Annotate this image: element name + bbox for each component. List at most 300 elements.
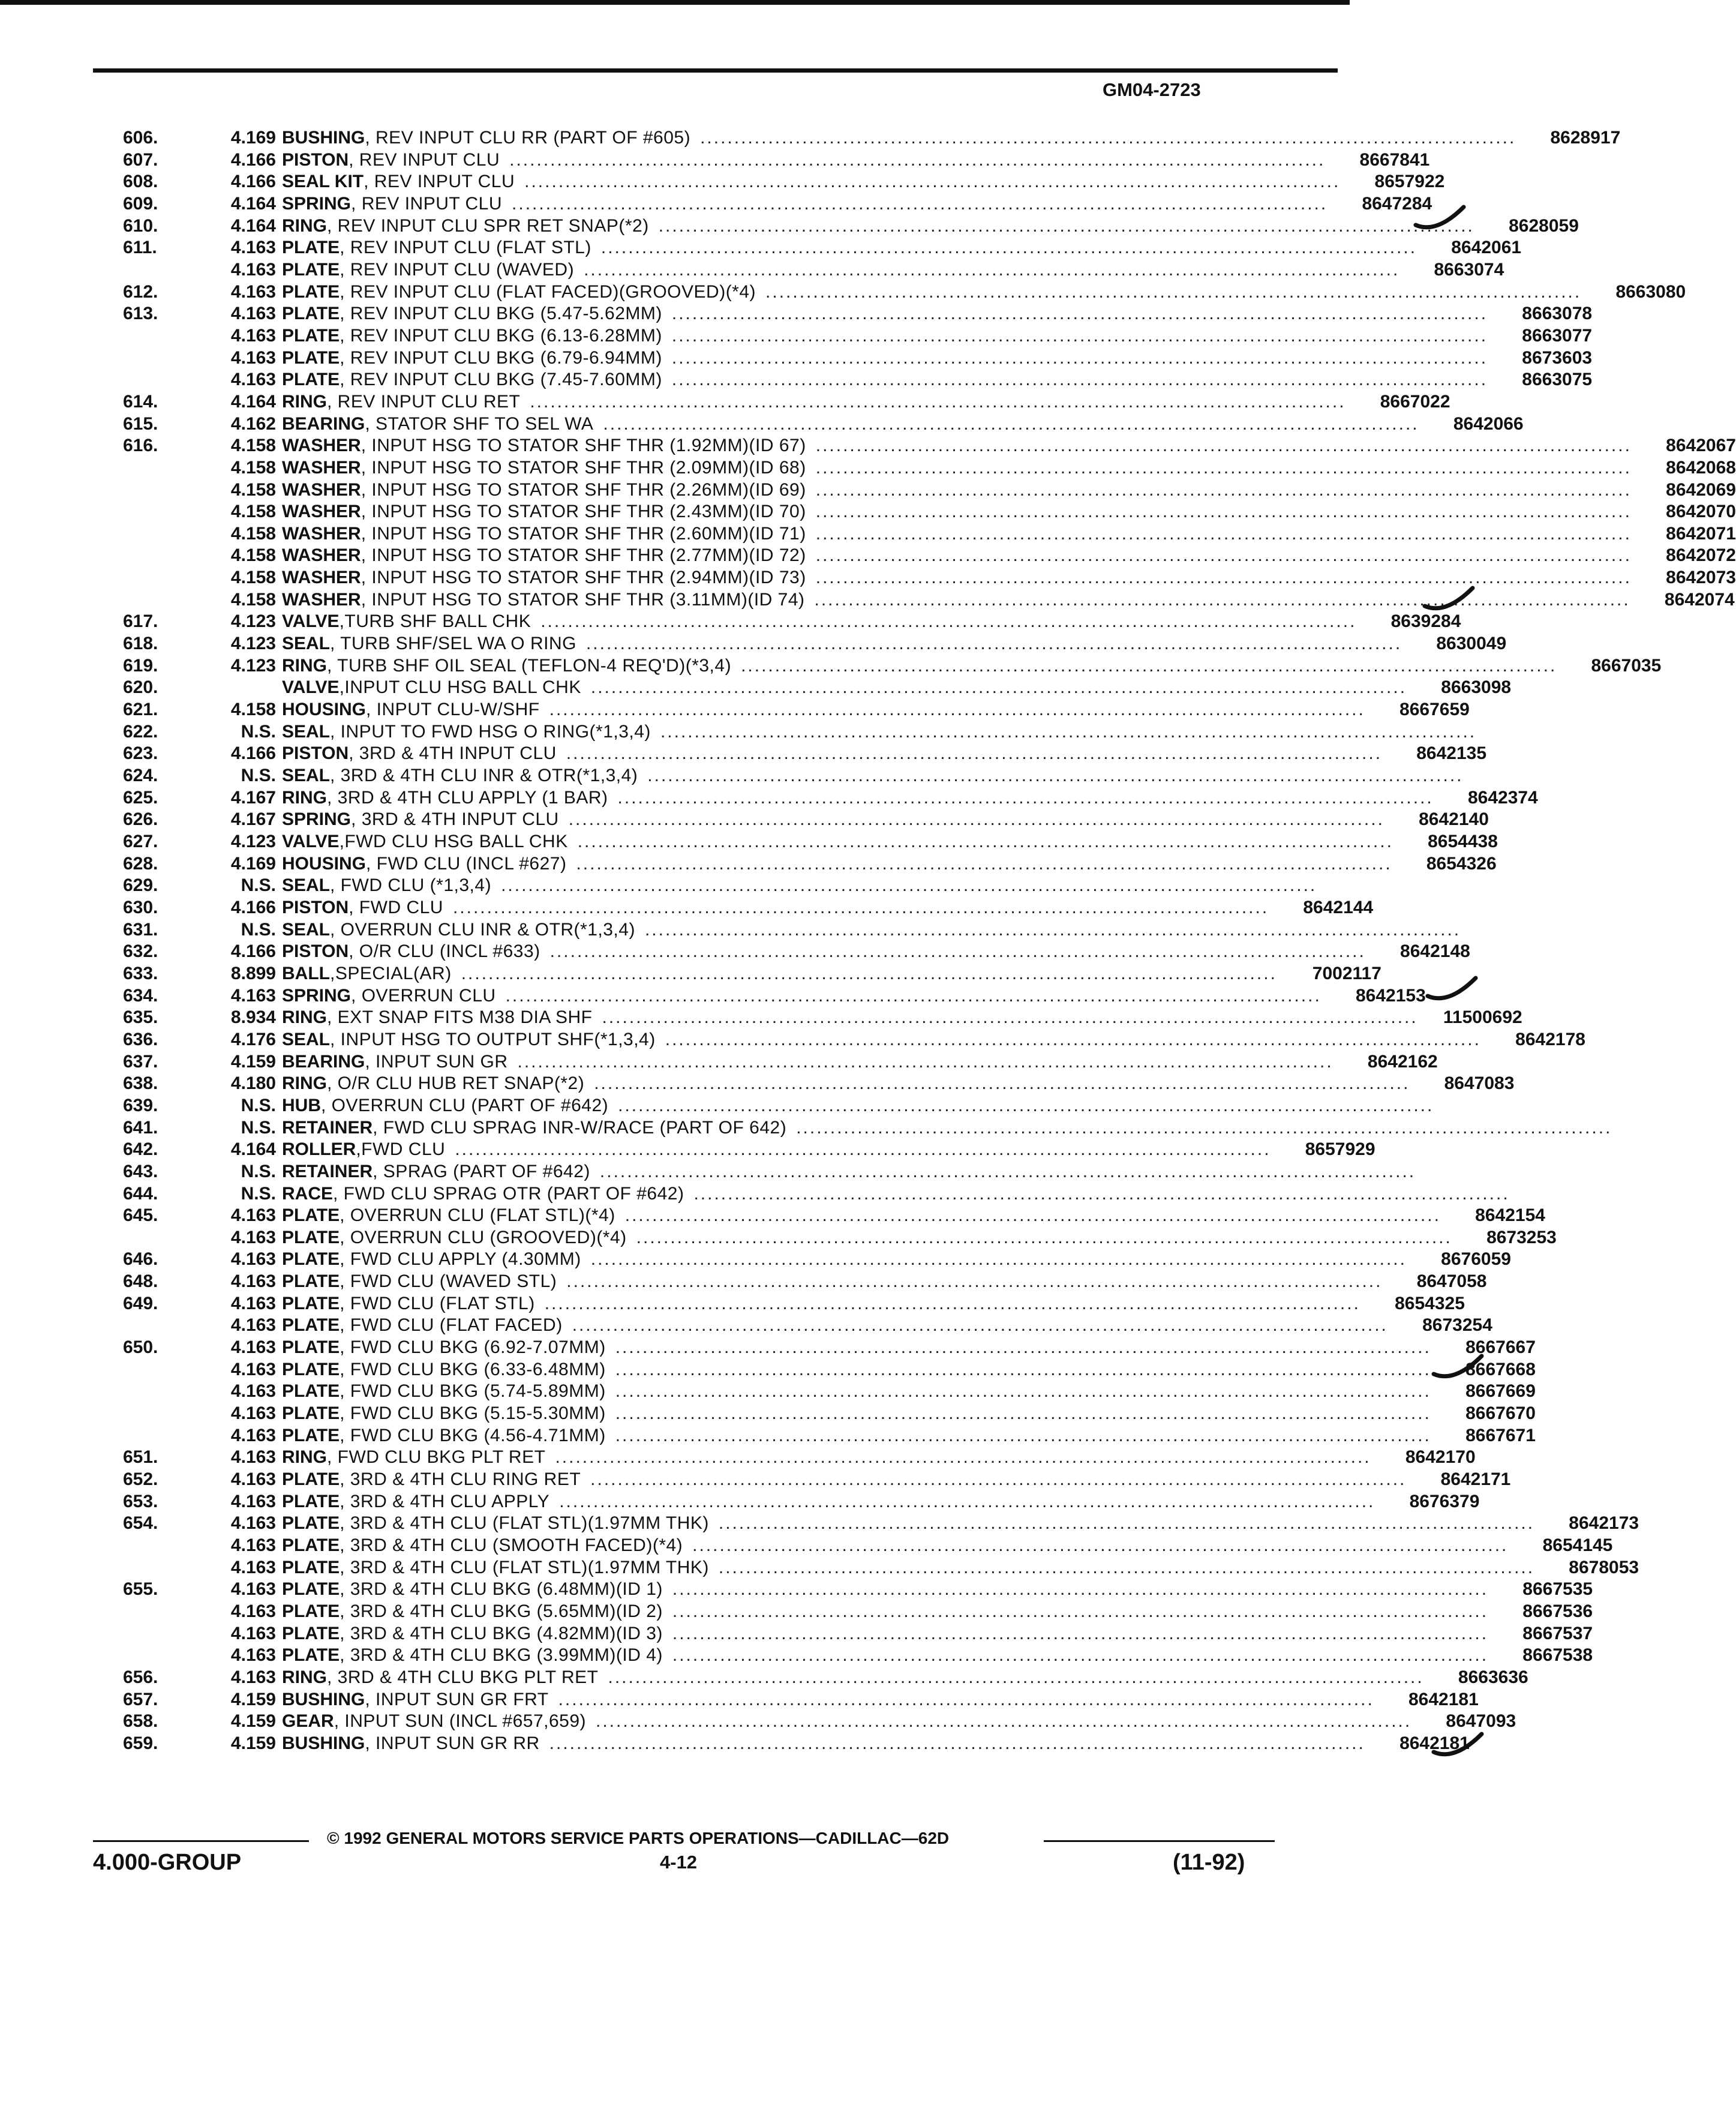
part-detail: , 3RD & 4TH INPUT CLU bbox=[349, 743, 557, 764]
part-number: 8642071 bbox=[1666, 523, 1736, 544]
group-number: N.S. bbox=[241, 919, 276, 940]
part-name: PLATE bbox=[282, 1557, 340, 1577]
parts-row bbox=[123, 1381, 1536, 1403]
part-name: PISTON bbox=[282, 897, 349, 917]
part-detail: , FWD CLU (*1,3,4) bbox=[330, 875, 492, 896]
part-description bbox=[282, 391, 1354, 413]
parts-row bbox=[123, 1447, 1476, 1469]
group-number: 4.163 bbox=[230, 281, 276, 302]
item-number: 639. bbox=[123, 1095, 158, 1115]
item-number: 626. bbox=[123, 809, 158, 830]
group-number: 4.158 bbox=[230, 502, 276, 522]
part-description bbox=[282, 1051, 1342, 1073]
dot-leader: ........................................................................................................................ bbox=[815, 545, 1632, 566]
parts-row bbox=[123, 831, 1498, 853]
parts-row bbox=[123, 171, 1445, 193]
part-number: 8642072 bbox=[1666, 545, 1736, 566]
dot-leader: ........................................................................................................................ bbox=[615, 1359, 1431, 1379]
part-name: PLATE bbox=[282, 1579, 340, 1600]
part-name: HUB bbox=[282, 1095, 321, 1115]
dot-leader: ........................................................................................................................ bbox=[615, 1403, 1431, 1424]
group-number: 4.166 bbox=[230, 743, 276, 764]
dot-leader: ........................................................................................................................ bbox=[671, 370, 1488, 390]
part-description bbox=[282, 1535, 1516, 1557]
item-number: 658. bbox=[123, 1711, 158, 1732]
part-name: PLATE bbox=[282, 1337, 340, 1358]
part-description bbox=[282, 1337, 1440, 1359]
item-number: 616. bbox=[123, 436, 158, 456]
part-name: PLATE bbox=[282, 1513, 340, 1534]
item-number: 649. bbox=[123, 1293, 158, 1313]
dot-leader: ........................................................................................................................ bbox=[590, 1249, 1407, 1270]
parts-row bbox=[123, 765, 1464, 787]
part-description bbox=[282, 237, 1425, 259]
item-number: 617. bbox=[123, 611, 158, 632]
parts-row bbox=[123, 1535, 1613, 1557]
item-number: 608. bbox=[123, 172, 158, 192]
part-detail: , 3RD & 4TH INPUT CLU bbox=[351, 809, 559, 830]
part-number: 8642181 bbox=[1408, 1689, 1479, 1709]
dot-leader: ........................................................................................................................ bbox=[566, 1271, 1383, 1292]
part-number: 8667671 bbox=[1465, 1425, 1536, 1445]
part-name: PLATE bbox=[282, 1381, 340, 1402]
group-number: N.S. bbox=[241, 766, 276, 786]
group-number: 4.166 bbox=[230, 941, 276, 962]
dot-leader: ........................................................................................................................ bbox=[517, 1051, 1333, 1072]
part-number: 8663636 bbox=[1458, 1667, 1528, 1687]
group-number: 4.158 bbox=[230, 700, 276, 720]
part-name: WASHER bbox=[282, 479, 361, 500]
dot-leader: ........................................................................................................................ bbox=[549, 700, 1365, 720]
item-number: 611. bbox=[123, 238, 157, 258]
group-number: 4.164 bbox=[230, 391, 276, 412]
part-number: 8642066 bbox=[1453, 413, 1524, 434]
part-name: PLATE bbox=[282, 1491, 340, 1511]
dot-leader: ........................................................................................................................ bbox=[700, 128, 1516, 148]
part-name: PLATE bbox=[282, 281, 340, 302]
item-number: 627. bbox=[123, 832, 158, 851]
item-number: 643. bbox=[123, 1161, 158, 1181]
item-number: 645. bbox=[123, 1205, 158, 1226]
part-description bbox=[282, 1403, 1440, 1425]
dot-leader: ........................................................................................................................ bbox=[577, 832, 1393, 851]
part-name: SEAL bbox=[282, 721, 331, 742]
part-description bbox=[282, 1139, 1280, 1161]
item-number: 635. bbox=[123, 1007, 158, 1028]
parts-row bbox=[123, 1139, 1375, 1161]
part-description bbox=[282, 479, 1640, 502]
part-detail: , FWD CLU (FLAT STL) bbox=[340, 1293, 535, 1313]
part-description bbox=[282, 1645, 1497, 1667]
part-detail: , 3RD & 4TH CLU BKG (3.99MM)(ID 4) bbox=[340, 1645, 663, 1666]
part-number: 8642140 bbox=[1419, 809, 1489, 830]
part-number: 8642067 bbox=[1666, 436, 1736, 456]
part-number: 8667035 bbox=[1591, 655, 1662, 676]
part-detail: , SPRAG (PART OF #642) bbox=[373, 1161, 590, 1181]
part-detail: , REV INPUT CLU bbox=[364, 172, 515, 192]
part-number: 8642170 bbox=[1405, 1447, 1476, 1468]
group-number: 8.934 bbox=[230, 1007, 276, 1028]
part-number: 8642073 bbox=[1666, 568, 1736, 588]
parts-row bbox=[123, 523, 1736, 545]
dot-leader: ........................................................................................................................ bbox=[644, 919, 1461, 940]
dot-leader: ........................................................................................................................ bbox=[461, 963, 1277, 983]
item-number: 618. bbox=[123, 634, 158, 654]
part-detail: , INPUT HSG TO STATOR SHF THR (2.26MM)(ID 69) bbox=[361, 479, 806, 500]
part-description bbox=[282, 347, 1496, 370]
parts-row bbox=[123, 457, 1736, 479]
item-number: 629. bbox=[123, 875, 158, 896]
part-name: PLATE bbox=[282, 1403, 340, 1424]
part-description bbox=[282, 919, 1469, 941]
part-detail: , OVERRUN CLU (PART OF #642) bbox=[321, 1095, 609, 1115]
part-number: 8642068 bbox=[1666, 457, 1736, 478]
part-description bbox=[282, 1293, 1369, 1315]
part-description bbox=[282, 413, 1428, 436]
part-detail: , FWD CLU BKG (6.33-6.48MM) bbox=[340, 1359, 606, 1379]
part-number: 8642374 bbox=[1467, 787, 1538, 808]
parts-row bbox=[123, 479, 1736, 502]
part-description bbox=[282, 721, 1485, 743]
parts-row bbox=[123, 787, 1538, 809]
group-number: N.S. bbox=[241, 1161, 276, 1181]
part-number: 8678053 bbox=[1569, 1557, 1639, 1577]
part-detail: , 3RD & 4TH CLU (FLAT STL)(1.97MM THK) bbox=[340, 1557, 709, 1577]
group-number: 4.163 bbox=[230, 1249, 276, 1270]
part-description bbox=[282, 1271, 1390, 1293]
part-number: 8673603 bbox=[1522, 347, 1593, 368]
part-detail: , 3RD & 4TH CLU APPLY (1 BAR) bbox=[327, 787, 608, 808]
item-number: 641. bbox=[123, 1117, 158, 1138]
header-rule bbox=[93, 68, 1338, 73]
group-number: 8.899 bbox=[230, 963, 276, 983]
part-description bbox=[282, 501, 1640, 523]
item-number: 632. bbox=[123, 941, 158, 962]
part-number: 8628917 bbox=[1550, 128, 1621, 148]
group-number: 4.167 bbox=[230, 809, 276, 830]
part-number: 8676379 bbox=[1409, 1491, 1480, 1511]
part-name: RING bbox=[282, 655, 327, 676]
group-label: 4.000-GROUP bbox=[93, 1850, 242, 1875]
dot-leader: ........................................................................................................................ bbox=[815, 436, 1632, 456]
part-detail: ,FWD CLU bbox=[356, 1139, 446, 1160]
part-description bbox=[282, 1117, 1620, 1139]
revision-date: (11-92) bbox=[1173, 1850, 1245, 1875]
dot-leader: ........................................................................................................................ bbox=[590, 1469, 1407, 1490]
dot-leader: ........................................................................................................................ bbox=[672, 1645, 1489, 1666]
parts-row bbox=[123, 677, 1512, 699]
item-number: 634. bbox=[123, 985, 158, 1006]
group-number: 4.163 bbox=[230, 1315, 276, 1336]
parts-row bbox=[123, 1667, 1528, 1689]
parts-list bbox=[123, 127, 1736, 1755]
part-number: 8657922 bbox=[1374, 172, 1445, 192]
parts-row bbox=[123, 1359, 1536, 1381]
parts-row bbox=[123, 303, 1593, 325]
dot-leader: ........................................................................................................................ bbox=[665, 1029, 1481, 1049]
group-number: 4.163 bbox=[230, 1403, 276, 1424]
group-number: 4.163 bbox=[230, 1337, 276, 1358]
part-name: PLATE bbox=[282, 325, 340, 346]
item-number: 606. bbox=[123, 128, 158, 148]
part-description bbox=[282, 215, 1483, 238]
part-description bbox=[282, 1579, 1497, 1601]
group-number: 4.123 bbox=[230, 832, 276, 851]
group-number: 4.163 bbox=[230, 1359, 276, 1379]
part-description bbox=[282, 1381, 1440, 1403]
dot-leader: ........................................................................................................................ bbox=[524, 172, 1341, 192]
part-detail: , INPUT HSG TO STATOR SHF THR (2.94MM)(ID 73) bbox=[361, 568, 806, 588]
group-number: 4.163 bbox=[230, 1205, 276, 1226]
part-name: WASHER bbox=[282, 589, 361, 610]
parts-row bbox=[123, 1337, 1536, 1359]
part-detail: , INPUT SUN GR RR bbox=[365, 1733, 540, 1753]
part-description bbox=[282, 655, 1565, 677]
binding-mark-icon bbox=[1422, 582, 1476, 618]
parts-row bbox=[123, 1183, 1510, 1205]
part-detail: , O/R CLU (INCL #633) bbox=[349, 941, 540, 962]
part-detail: , REV INPUT CLU RET bbox=[327, 391, 521, 412]
group-number: 4.163 bbox=[230, 1535, 276, 1555]
part-detail: , 3RD & 4TH CLU BKG (4.82MM)(ID 3) bbox=[340, 1623, 663, 1643]
part-name: SEAL bbox=[282, 766, 331, 786]
dot-leader: ........................................................................................................................ bbox=[815, 479, 1632, 500]
group-number: 4.163 bbox=[230, 1557, 276, 1577]
parts-row bbox=[123, 1227, 1557, 1249]
group-number: 4.163 bbox=[230, 370, 276, 390]
part-name: BEARING bbox=[282, 1051, 365, 1072]
item-number: 623. bbox=[123, 743, 158, 764]
group-number: 4.159 bbox=[230, 1733, 276, 1753]
item-number: 648. bbox=[123, 1271, 158, 1292]
parts-row bbox=[123, 611, 1461, 633]
part-detail: , INPUT HSG TO STATOR SHF THR (2.77MM)(ID 72) bbox=[361, 545, 806, 566]
group-number: 4.158 bbox=[230, 589, 276, 610]
item-number: 644. bbox=[123, 1183, 158, 1204]
part-name: RING bbox=[282, 391, 327, 412]
dot-leader: ........................................................................................................................ bbox=[585, 634, 1402, 654]
part-name: PLATE bbox=[282, 1469, 340, 1490]
part-description bbox=[282, 193, 1336, 215]
dot-leader: ........................................................................................................................ bbox=[530, 391, 1346, 412]
parts-row bbox=[123, 721, 1477, 743]
part-number: 8642069 bbox=[1666, 479, 1736, 500]
dot-leader: ........................................................................................................................ bbox=[692, 1535, 1509, 1555]
part-number: 7002117 bbox=[1312, 963, 1381, 983]
part-name: BUSHING bbox=[282, 128, 365, 148]
parts-row bbox=[123, 1689, 1479, 1711]
dot-leader: ........................................................................................................................ bbox=[549, 1733, 1365, 1753]
dot-leader: ........................................................................................................................ bbox=[647, 766, 1464, 786]
item-number: 612. bbox=[123, 281, 158, 302]
item-number: 659. bbox=[123, 1733, 158, 1753]
parts-row bbox=[123, 1293, 1465, 1315]
parts-row bbox=[123, 875, 1317, 897]
part-number: 8663080 bbox=[1615, 281, 1686, 302]
part-name: BEARING bbox=[282, 413, 365, 434]
parts-row bbox=[123, 1029, 1585, 1051]
part-description bbox=[282, 941, 1374, 963]
item-number: 638. bbox=[123, 1073, 158, 1094]
part-detail: , INPUT TO FWD HSG O RING(*1,3,4) bbox=[330, 721, 651, 742]
item-number: 653. bbox=[123, 1491, 158, 1511]
part-number: 8642135 bbox=[1416, 743, 1487, 764]
dot-leader: ........................................................................................................................ bbox=[568, 809, 1384, 830]
part-name: SPRING bbox=[282, 193, 352, 214]
part-description bbox=[282, 985, 1330, 1007]
item-number: 615. bbox=[123, 413, 158, 434]
dot-leader: ........................................................................................................................ bbox=[815, 457, 1632, 478]
group-number: 4.163 bbox=[230, 238, 276, 258]
part-detail: , INPUT HSG TO STATOR SHF THR (1.92MM)(ID 67) bbox=[361, 436, 806, 456]
dot-leader: ........................................................................................................................ bbox=[671, 347, 1488, 368]
part-detail: , REV INPUT CLU BKG (6.79-6.94MM) bbox=[340, 347, 662, 368]
part-name: PLATE bbox=[282, 1425, 340, 1445]
dot-leader: ........................................................................................................................ bbox=[559, 1491, 1375, 1511]
part-detail: , 3RD & 4TH CLU APPLY bbox=[340, 1491, 550, 1511]
part-name: SEAL KIT bbox=[282, 172, 364, 192]
dot-leader: ........................................................................................................................ bbox=[815, 502, 1632, 522]
group-number: 4.163 bbox=[230, 1425, 276, 1445]
part-description bbox=[282, 1557, 1543, 1579]
group-number: 4.166 bbox=[230, 149, 276, 170]
dot-leader: ........................................................................................................................ bbox=[596, 1711, 1412, 1732]
group-number: N.S. bbox=[241, 1183, 276, 1204]
part-detail: , 3RD & 4TH CLU BKG (6.48MM)(ID 1) bbox=[340, 1579, 663, 1600]
part-detail: , FWD CLU BKG (4.56-4.71MM) bbox=[340, 1425, 606, 1445]
group-number: 4.180 bbox=[230, 1073, 276, 1094]
group-number: 4.163 bbox=[230, 985, 276, 1006]
dot-leader: ........................................................................................................................ bbox=[618, 1095, 1434, 1115]
part-number: 8647058 bbox=[1416, 1271, 1487, 1292]
parts-row bbox=[123, 545, 1736, 567]
parts-row bbox=[123, 963, 1381, 985]
parts-row bbox=[123, 259, 1504, 281]
part-detail: , REV INPUT CLU (WAVED) bbox=[340, 259, 575, 280]
binding-mark-icon bbox=[1431, 1350, 1485, 1386]
group-number: 4.164 bbox=[230, 215, 276, 236]
dot-leader: ........................................................................................................................ bbox=[671, 325, 1488, 346]
dot-leader: ........................................................................................................................ bbox=[572, 1315, 1388, 1336]
part-detail: ,TURB SHF BALL CHK bbox=[339, 611, 531, 632]
parts-row bbox=[123, 391, 1450, 413]
part-description bbox=[282, 1359, 1440, 1381]
footer-rule-right bbox=[1044, 1840, 1275, 1842]
part-number: 8642154 bbox=[1475, 1205, 1545, 1226]
group-number: 4.158 bbox=[230, 479, 276, 500]
item-number: 633. bbox=[123, 963, 158, 983]
part-detail: , EXT SNAP FITS M38 DIA SHF bbox=[327, 1007, 593, 1028]
group-number: 4.169 bbox=[230, 128, 276, 148]
group-number: 4.163 bbox=[230, 1623, 276, 1643]
part-detail: , REV INPUT CLU bbox=[349, 149, 500, 170]
parts-row bbox=[123, 237, 1522, 259]
group-number: 4.163 bbox=[230, 1667, 276, 1687]
dot-leader: ........................................................................................................................ bbox=[558, 1689, 1374, 1709]
item-number: 636. bbox=[123, 1029, 158, 1049]
part-detail: , 3RD & 4TH CLU BKG (5.65MM)(ID 2) bbox=[340, 1601, 663, 1621]
part-description bbox=[282, 633, 1410, 655]
item-number: 607. bbox=[123, 149, 158, 170]
part-number: 8654326 bbox=[1426, 853, 1497, 874]
part-name: PLATE bbox=[282, 1535, 340, 1555]
part-detail: , FWD CLU BKG (5.74-5.89MM) bbox=[340, 1381, 606, 1402]
dot-leader: ........................................................................................................................ bbox=[658, 215, 1474, 236]
part-number: 8628059 bbox=[1509, 215, 1579, 236]
top-edge-rule bbox=[0, 0, 1350, 5]
document-id: GM04-2723 bbox=[1103, 79, 1201, 100]
part-detail: , INPUT HSG TO STATOR SHF THR (2.60MM)(ID 71) bbox=[361, 523, 806, 544]
parts-row bbox=[123, 1711, 1516, 1733]
part-number: 8642070 bbox=[1666, 502, 1736, 522]
part-description bbox=[282, 1425, 1440, 1447]
dot-leader: ........................................................................................................................ bbox=[814, 589, 1630, 610]
part-name: PISTON bbox=[282, 941, 349, 962]
parts-row bbox=[123, 853, 1497, 875]
group-number: 4.166 bbox=[230, 172, 276, 192]
part-name: SPRING bbox=[282, 809, 352, 830]
part-description bbox=[282, 1161, 1424, 1183]
part-number: 8642074 bbox=[1664, 589, 1735, 610]
part-name: PLATE bbox=[282, 1601, 340, 1621]
part-description bbox=[282, 1733, 1374, 1755]
part-number: 8667022 bbox=[1380, 391, 1450, 412]
parts-row bbox=[123, 435, 1736, 457]
dot-leader: ........................................................................................................................ bbox=[608, 1667, 1424, 1687]
part-name: VALVE bbox=[282, 677, 340, 698]
part-number: 8657929 bbox=[1305, 1139, 1375, 1160]
group-number: 4.158 bbox=[230, 545, 276, 566]
part-number: 8630049 bbox=[1436, 634, 1507, 654]
part-detail: , OVERRUN CLU bbox=[351, 985, 496, 1006]
part-number: 8667841 bbox=[1359, 149, 1430, 170]
part-description bbox=[282, 963, 1286, 985]
part-detail: , REV INPUT CLU (FLAT FACED)(GROOVED)(*4) bbox=[340, 281, 756, 302]
parts-row bbox=[123, 127, 1621, 149]
group-number: 4.158 bbox=[230, 436, 276, 456]
dot-leader: ........................................................................................................................ bbox=[815, 523, 1632, 544]
part-number: 8642181 bbox=[1399, 1733, 1470, 1753]
item-number: 625. bbox=[123, 787, 158, 808]
part-description bbox=[282, 1513, 1543, 1535]
dot-leader: ........................................................................................................................ bbox=[624, 1205, 1441, 1226]
group-number: 4.163 bbox=[230, 1645, 276, 1666]
item-number: 646. bbox=[123, 1249, 158, 1270]
part-detail: , FWD CLU BKG PLT RET bbox=[327, 1447, 546, 1468]
group-number: 4.163 bbox=[230, 1579, 276, 1600]
part-name: SEAL bbox=[282, 1029, 331, 1049]
part-detail: , FWD CLU BKG (5.15-5.30MM) bbox=[340, 1403, 606, 1424]
part-number: 8639284 bbox=[1390, 611, 1461, 632]
part-detail: , FWD CLU BKG (6.92-7.07MM) bbox=[340, 1337, 606, 1358]
parts-row bbox=[123, 1007, 1522, 1029]
footer-rule-left bbox=[93, 1840, 309, 1842]
part-description bbox=[282, 897, 1277, 919]
parts-row bbox=[123, 281, 1686, 304]
parts-row bbox=[123, 897, 1374, 919]
part-name: RETAINER bbox=[282, 1117, 373, 1138]
part-name: PLATE bbox=[282, 1249, 340, 1270]
part-name: PLATE bbox=[282, 1623, 340, 1643]
part-name: SEAL bbox=[282, 875, 331, 896]
part-number: 8667538 bbox=[1522, 1645, 1593, 1666]
parts-row bbox=[123, 501, 1736, 523]
parts-row bbox=[123, 1161, 1416, 1183]
part-detail: , INPUT HSG TO STATOR SHF THR (3.11MM)(ID 74) bbox=[361, 589, 805, 610]
part-description bbox=[282, 281, 1590, 304]
part-description bbox=[282, 1491, 1383, 1513]
part-number: 8667670 bbox=[1465, 1403, 1536, 1424]
